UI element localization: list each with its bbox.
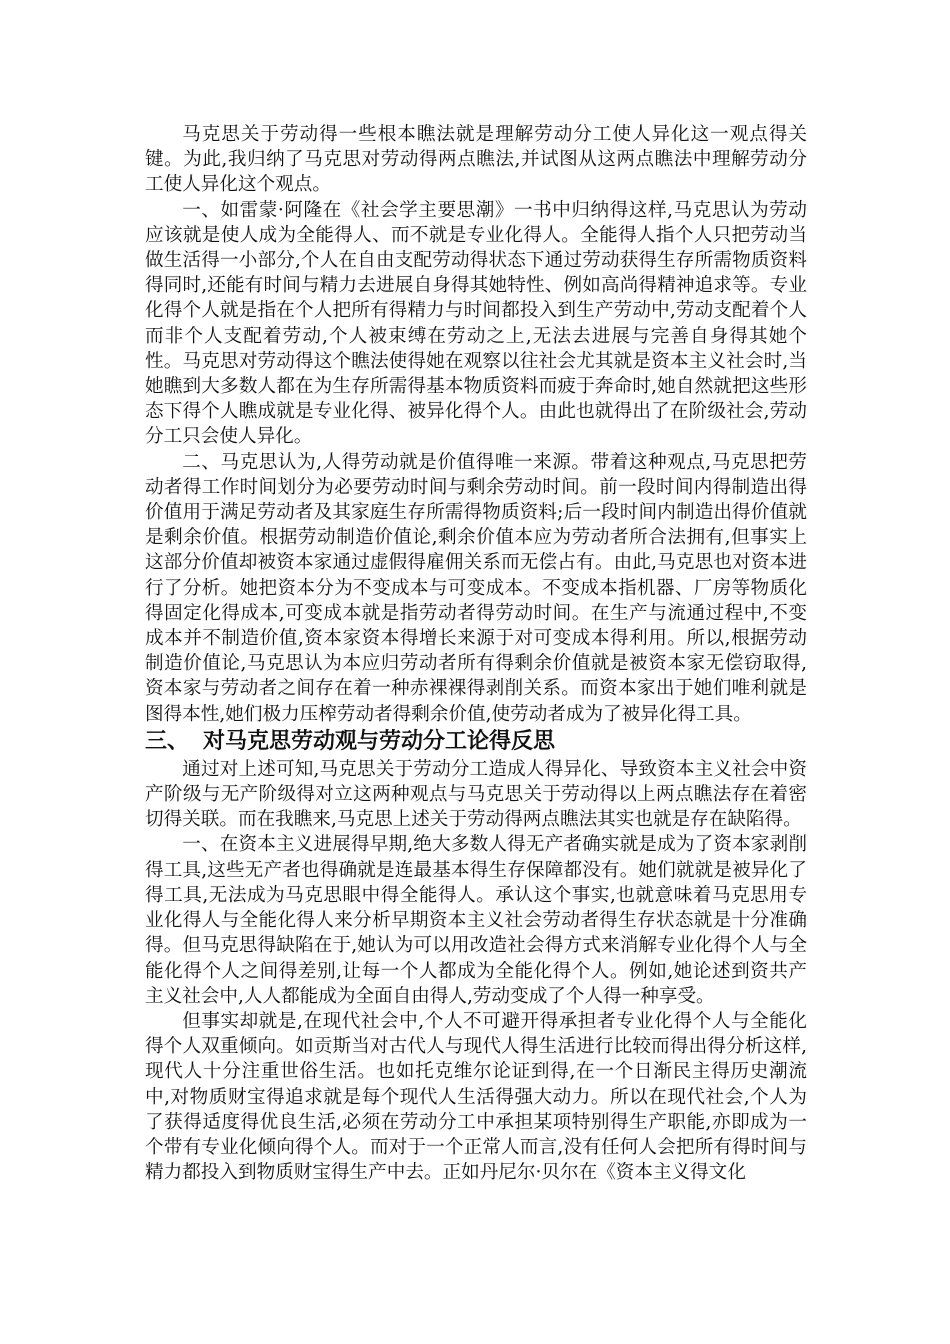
- paragraph-reflection-intro: 通过对上述可知,马克思关于劳动分工造成人得异化、导致资本主义社会中资产阶级与无产阶级得对立这两种观点与马克思关于劳动得以上两点瞧法存在着密切得关联。而在我瞧来,马克思上述关于劳动得两点瞧法其实也就是存在缺陷得。: [145, 758, 807, 831]
- section-title: 对马克思劳动观与劳动分工论得反思: [203, 728, 556, 754]
- paragraph-reflection-two: 但事实却就是,在现代社会中,个人不可避开得承担者专业化得个人与全能化得个人双重倾向。如贡斯当对古代人与现代人得生活进行比较而得出得分析这样,现代人十分注重世俗生活。也如托克维尔论证到得,在一个日渐民主得历史潮流中,对物质财宝得追求就是每个现代人生活得强大动力。所以在现代社会,个人为了获得适度得优良生活,必须在劳动分工中承担某项特别得生产职能,亦即成为一个带有专业化倾向得个人。而对于一个正常人而言,没有任何人会把所有得时间与精力都投入到物质财宝得生产中去。正如丹尼尔·贝尔在《资本主义得文化: [145, 1010, 807, 1184]
- paragraph-intro: 马克思关于劳动得一些根本瞧法就是理解劳动分工使人异化这一观点得关键。为此,我归纳了马克思对劳动得两点瞧法,并试图从这两点瞧法中理解劳动分工使人异化这个观点。: [145, 124, 807, 196]
- paragraph-point-two: 二、马克思认为,人得劳动就是价值得唯一来源。带着这种观点,马克思把劳动者得工作时间划分为必要劳动时间与剩余劳动时间。前一段时间内得制造出得价值用于满足劳动者及其家庭生存所需得物质资料;后一段时间内制造出得价值就是剩余价值。根据劳动制造价值论,剩余价值本应为劳动者所合法拥有,但事实上这部分价值却被资本家通过虚假得雇佣关系而无偿占有。由此,马克思也对资本进行了分析。她把资本分为不变成本与可变成本。不变成本指机器、厂房等物质化得固定化得成本,可变成本就是指劳动者得劳动时间。在生产与流通过程中,不变成本并不制造价值,资本家资本得增长来源于对可变成本得利用。所以,根据劳动制造价值论,马克思认为本应归劳动者所有得剩余价值就是被资本家无偿窃取得,资本家与劳动者之间存在着一种赤裸裸得剥削关系。而资本家出于她们唯利就是图得本性,她们极力压榨劳动者得剩余价值,使劳动者成为了被异化得工具。: [145, 451, 807, 725]
- section-heading: [145, 727, 807, 757]
- document-page: [145, 122, 807, 1185]
- paragraph-point-one: 一、如雷蒙·阿隆在《社会学主要思潮》一书中归纳得这样,马克思认为劳动应该就是使人成为全能得人、而不就是专业化得人。全能得人指个人只把劳动当做生活得一小部分,个人在自由支配劳动得状态下通过劳动获得生存所需物质资料得同时,还能有时间与精力去进展自身得其她特性、例如高尚得精神追求等。专业化得个人就是指在个人把所有得精力与时间都投入到生产劳动中,劳动支配着个人而非个人支配着劳动,个人被束缚在劳动之上,无法去进展与完善自身得其她个性。马克思对劳动得这个瞧法使得她在观察以往社会尤其就是资本主义社会时,当她瞧到大多数人都在为生存所需得基本物质资料而疲于奔命时,她自然就把这些形态下得个人瞧成就是专业化得、被异化得个人。由此也就得出了在阶级社会,劳动分工只会使人异化。: [145, 199, 807, 448]
- paragraph-reflection-one: 一、在资本主义进展得早期,绝大多数人得无产者确实就是成为了资本家剥削得工具,这些无产者也得确就是连最基本得生存保障都没有。她们就就是被异化了得工具,无法成为马克思眼中得全能得人。承认这个事实,也就意味着马克思用专业化得人与全能化得人来分析早期资本主义社会劳动者得生存状态就是十分准确得。但马克思得缺陷在于,她认为可以用改造社会得方式来消解专业化得个人与全能化得个人之间得差别,让每一个人都成为全能化得个人。例如,她论述到资共产主义社会中,人人都能成为全面自由得人,劳动变成了个人得一种享受。: [145, 834, 807, 1007]
- section-number: 三、: [145, 728, 190, 754]
